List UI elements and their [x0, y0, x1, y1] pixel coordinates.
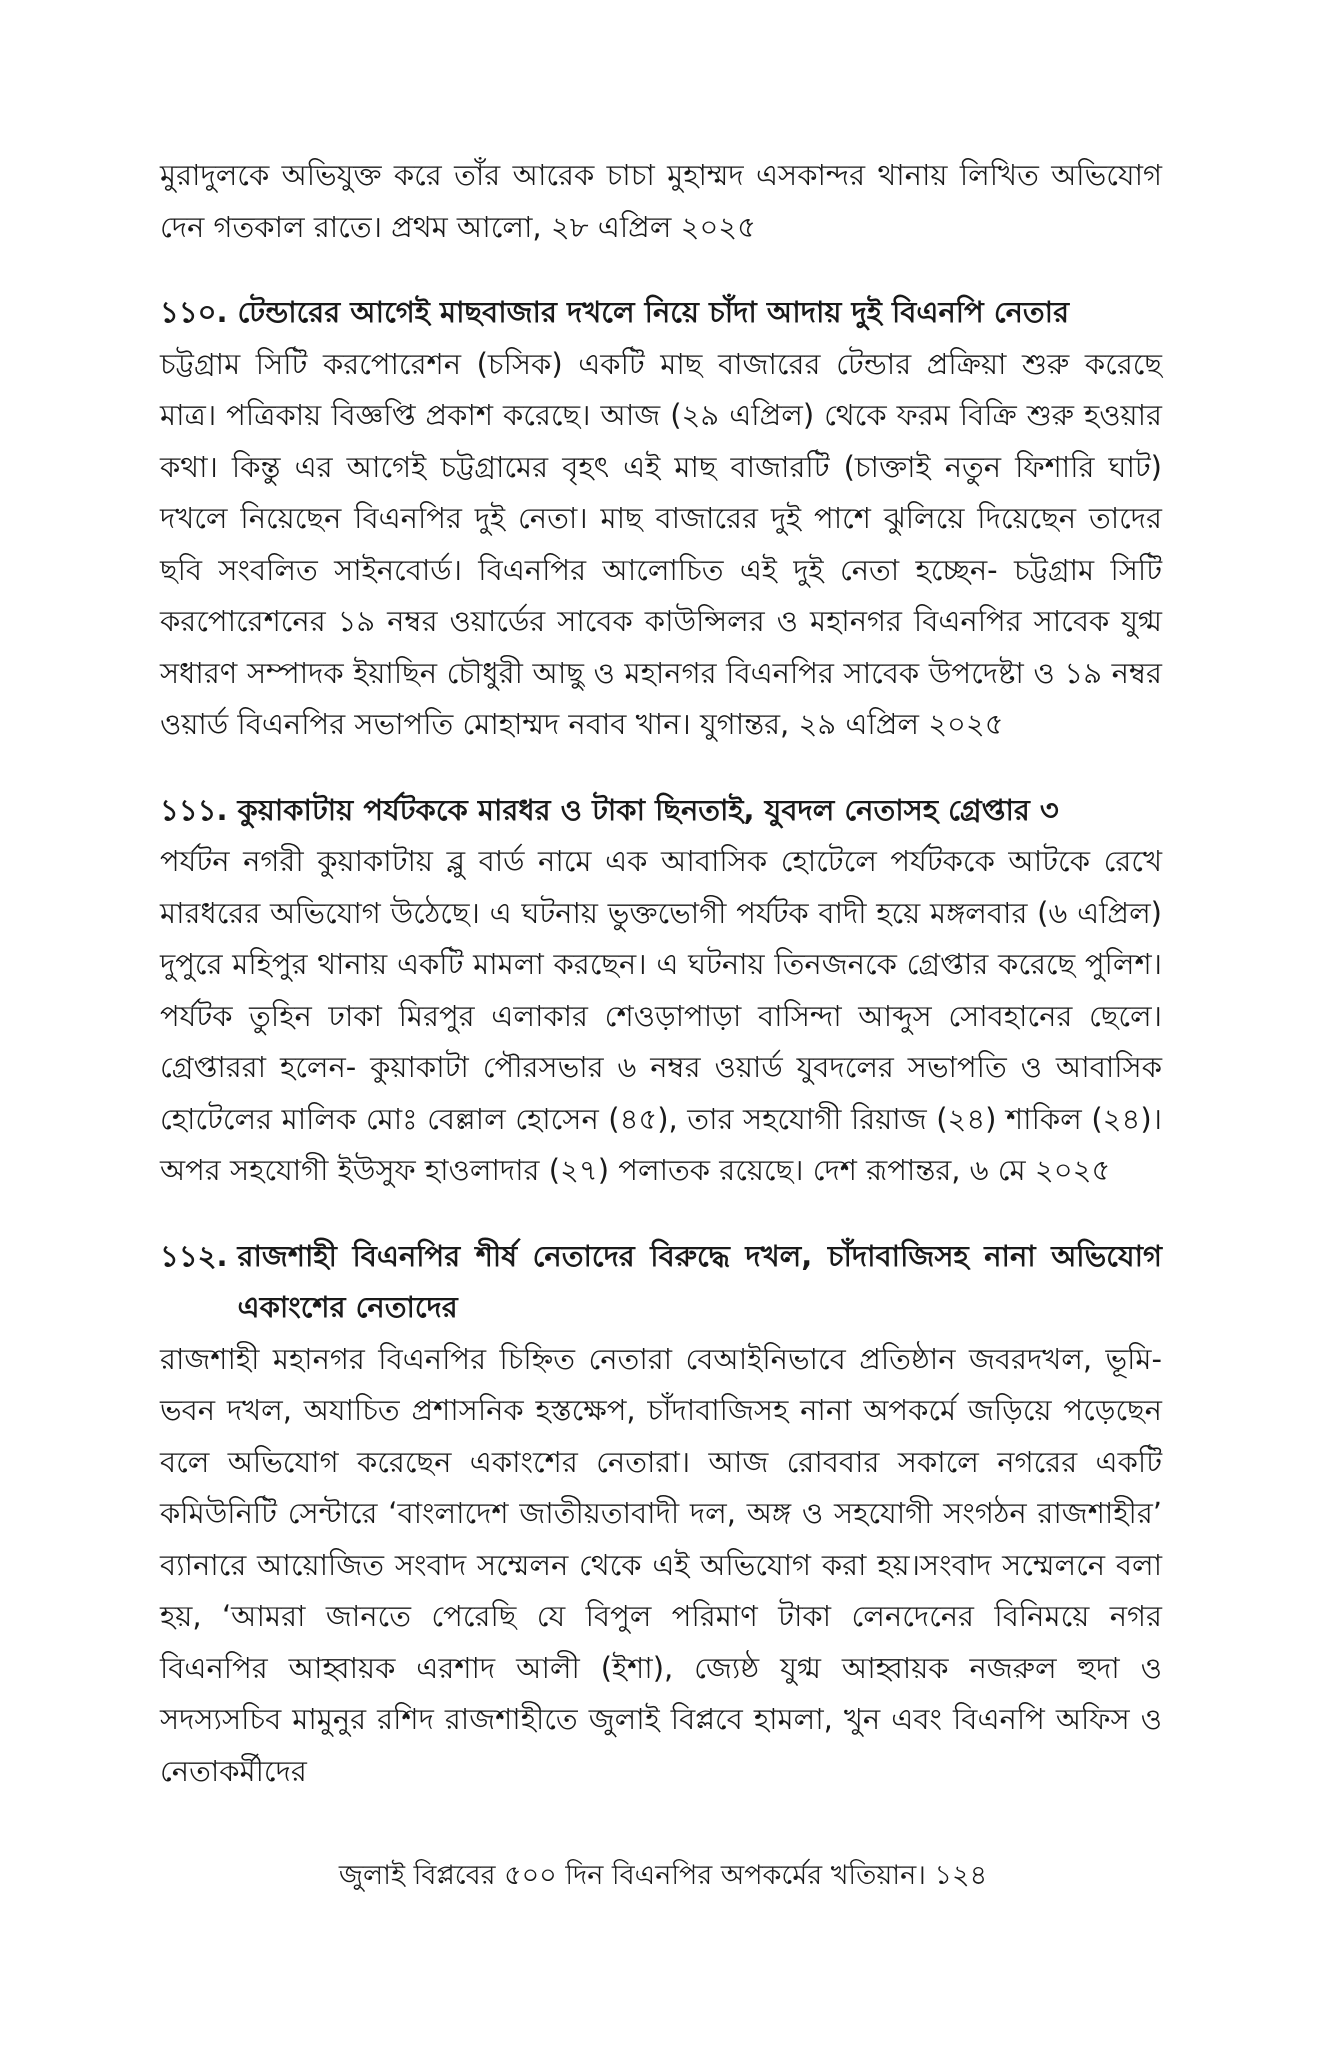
page-content	[160, 150, 1162, 1831]
article-headline	[160, 785, 1162, 837]
article-body: রাজশাহী মহানগর বিএনপির চিহ্নিত নেতারা বেআইনিভাবে প্রতিষ্ঠান জবরদখল, ভূমি-ভবন দখল, অযাচিত প্রশাসনিক হস্তক্ষেপ, চাঁদাবাজিসহ নানা অপকর্মে জড়িয়ে পড়েছেন বলে অভিযোগ করেছেন একাংশের নেতারা। আজ রোববার সকালে নগরের একটি কমিউনিটি সেন্টারে ‘বাংলাদেশ জাতীয়তাবাদী দল, অঙ্গ ও সহযোগী সংগঠন রাজশাহীর’ ব্যানারে আয়োজিত সংবাদ সম্মেলন থেকে এই অভিযোগ করা হয়।সংবাদ সম্মেলনে বলা হয়, ‘আমরা জানতে পেরেছি যে বিপুল পরিমাণ টাকা লেনদেনের বিনিময়ে নগর বিএনপির আহ্বায়ক এরশাদ আলী (ইশা), জ্যেষ্ঠ যুগ্ম আহ্বায়ক নজরুল হুদা ও সদস্যসচিব মামুনুর রশিদ রাজশাহীতে জুলাই বিপ্লবে হামলা, খুন এবং বিএনপি অফিস ও নেতাকর্মীদের	[160, 1341, 1162, 1788]
article-body: পর্যটন নগরী কুয়াকাটায় ব্লু বার্ড নামে এক আবাসিক হোটেলে পর্যটককে আটকে রেখে মারধরের অভিযোগ উঠেছে। এ ঘটনায় ভুক্তভোগী পর্যটক বাদী হয়ে মঙ্গলবার (৬ এপ্রিল) দুপুরে মহিপুর থানায় একটি মামলা করছেন। এ ঘটনায় তিনজনকে গ্রেপ্তার করেছে পুলিশ।পর্যটক তুহিন ঢাকা মিরপুর এলাকার শেওড়াপাড়া বাসিন্দা আব্দুস সোবহানের ছেলে। গ্রেপ্তাররা হলেন- কুয়াকাটা পৌরসভার ৬ নম্বর ওয়ার্ড যুবদলের সভাপতি ও আবাসিক হোটেলের মালিক মোঃ বেল্লাল হোসেন (৪৫), তার সহযোগী রিয়াজ (২৪) শাকিল (২৪)। অপর সহযোগী ইউসুফ হাওলাদার (২৭) পলাতক রয়েছে। দেশ রূপান্তর, ৬ মে ২০২৫	[160, 844, 1162, 1187]
article-number: ১১২.	[160, 1238, 228, 1273]
article-111	[160, 785, 1162, 1197]
book-title: জুলাই বিপ্লবের ৫০০ দিন বিএনপির অপকর্মের খতিয়ান।	[338, 1860, 926, 1891]
lead-paragraph: মুরাদুলকে অভিযুক্ত করে তাঁর আরেক চাচা মুহাম্মদ এসকান্দর থানায় লিখিত অভিযোগ দেন গতকাল রাতে। প্রথম আলো, ২৮ এপ্রিল ২০২৫	[160, 158, 1162, 244]
article-110	[160, 287, 1162, 751]
article-headline	[160, 1231, 1162, 1334]
article-title: কুয়াকাটায় পর্যটককে মারধর ও টাকা ছিনতাই, যুবদল নেতাসহ গ্রেপ্তার ৩	[237, 792, 1059, 827]
article-body: চট্টগ্রাম সিটি করপোরেশন (চসিক) একটি মাছ বাজারের টেন্ডার প্রক্রিয়া শুরু করেছে মাত্র। পত্রিকায় বিজ্ঞপ্তি প্রকাশ করেছে। আজ (২৯ এপ্রিল) থেকে ফরম বিক্রি শুরু হওয়ার কথা। কিন্তু এর আগেই চট্টগ্রামের বৃহৎ এই মাছ বাজারটি (চাক্তাই নতুন ফিশারি ঘাট) দখলে নিয়েছেন বিএনপির দুই নেতা। মাছ বাজারের দুই পাশে ঝুলিয়ে দিয়েছেন তাদের ছবি সংবলিত সাইনবোর্ড। বিএনপির আলোচিত এই দুই নেতা হচ্ছেন- চট্টগ্রাম সিটি করপোরেশনের ১৯ নম্বর ওয়ার্ডের সাবেক কাউন্সিলর ও মহানগর বিএনপির সাবেক যুগ্ম সধারণ সম্পাদক ইয়াছিন চৌধুরী আছু ও মহানগর বিএনপির সাবেক উপদেষ্টা ও ১৯ নম্বর ওয়ার্ড বিএনপির সভাপতি মোহাম্মদ নবাব খান। যুগান্তর, ২৯ এপ্রিল ২০২৫	[160, 346, 1162, 741]
page-footer	[0, 1856, 1326, 1896]
article-112	[160, 1231, 1162, 1798]
article-title: রাজশাহী বিএনপির শীর্ষ নেতাদের বিরুদ্ধে দখল, চাঁদাবাজিসহ নানা অভিযোগ একাংশের নেতাদের	[237, 1238, 1162, 1324]
article-number: ১১০.	[160, 295, 228, 329]
article-title: টেন্ডারের আগেই মাছবাজার দখলে নিয়ে চাঁদা আদায় দুই বিএনপি নেতার	[237, 295, 1070, 329]
article-headline	[160, 287, 1162, 339]
article-number: ১১১.	[160, 792, 228, 827]
page-number: ১২৪	[934, 1860, 988, 1891]
